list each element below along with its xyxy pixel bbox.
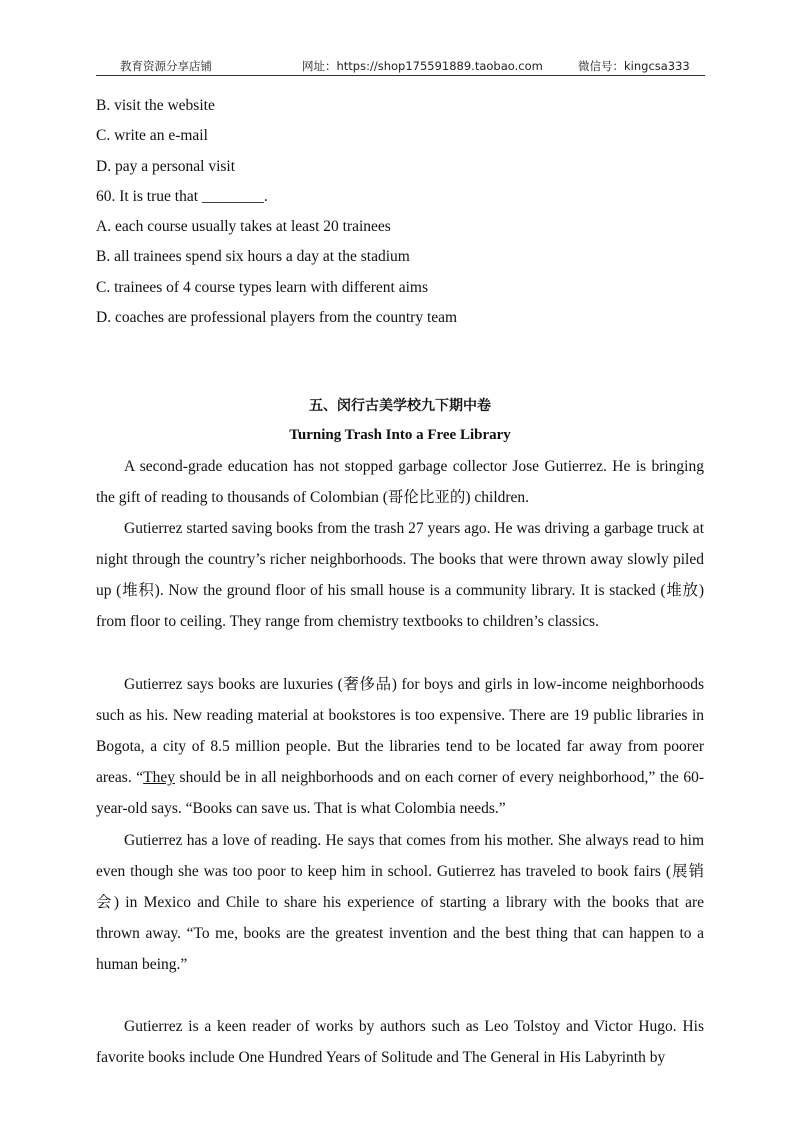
header-url: 网址：https://shop175591889.taobao.com xyxy=(302,59,543,73)
passage-paragraph-2: Gutierrez started saving books from the trash 27 years ago. He was driving a garbage truck at night through the country’s richer neighborhoods. The books that were thrown away slowly piled up (堆积). Now the ground floor of his small house is a community library. It is stacked (堆放) from floor to ceiling. They range from chemistry textbooks to children’s classics. xyxy=(96,520,704,630)
header-wechat: 微信号：kingcsa333 xyxy=(578,59,690,73)
header-divider xyxy=(96,75,705,76)
option-c-prev: C. write an e-mail xyxy=(96,127,208,144)
underlined-word-they: They xyxy=(143,769,175,786)
question-60-option-d: D. coaches are professional players from the country team xyxy=(96,309,458,326)
page-header xyxy=(96,58,704,74)
header-shop-name: 教育资源分享店铺 xyxy=(120,59,212,73)
paragraph-3-part-2: should be in all neighborhoods and on each corner of every neighborhood,” the 60-year-old says. “Books can save us. That is what Colombia needs.” xyxy=(96,769,704,817)
question-60-stem: 60. It is true that ________. xyxy=(96,188,268,205)
option-d-prev: D. pay a personal visit xyxy=(96,158,236,175)
question-60-option-c: C. trainees of 4 course types learn with different aims xyxy=(96,279,429,296)
question-60-option-a: A. each course usually takes at least 20 trainees xyxy=(96,218,391,235)
option-b-prev: B. visit the website xyxy=(96,97,215,114)
passage-title: Turning Trash Into a Free Library xyxy=(289,427,511,443)
section-heading: 五、闵行古美学校九下期中卷 xyxy=(309,398,491,414)
passage-paragraph-3 xyxy=(96,669,704,824)
passage-paragraph-5: Gutierrez is a keen reader of works by authors such as Leo Tolstoy and Victor Hugo. His favorite books include One Hundred Years of Solitude and The General in His Labyrinth by xyxy=(96,1018,704,1066)
passage-paragraph-1: A second-grade education has not stopped garbage collector Jose Gutierrez. He is bringing the gift of reading to thousands of Colombian (哥伦比亚的) children. xyxy=(96,458,704,506)
paragraph-3-part-1: Gutierrez says books are luxuries (奢侈品) for boys and girls in low-income neighborhoods such as his. New reading material at bookstores is too expensive. There are 19 public libraries in Bogota, a city of 8.5 million people. But the libraries tend to be located far away from poorer areas. “ xyxy=(96,676,704,786)
question-60-option-b: B. all trainees spend six hours a day at the stadium xyxy=(96,248,410,265)
passage-paragraph-4: Gutierrez has a love of reading. He says that comes from his mother. She always read to him even though she was too poor to keep him in school. Gutierrez has traveled to book fairs (展销会) in Mexico and Chile to share his experience of starting a library with the books that are thrown away. “To me, books are the greatest invention and the best thing that can happen to a human being.” xyxy=(96,832,704,973)
